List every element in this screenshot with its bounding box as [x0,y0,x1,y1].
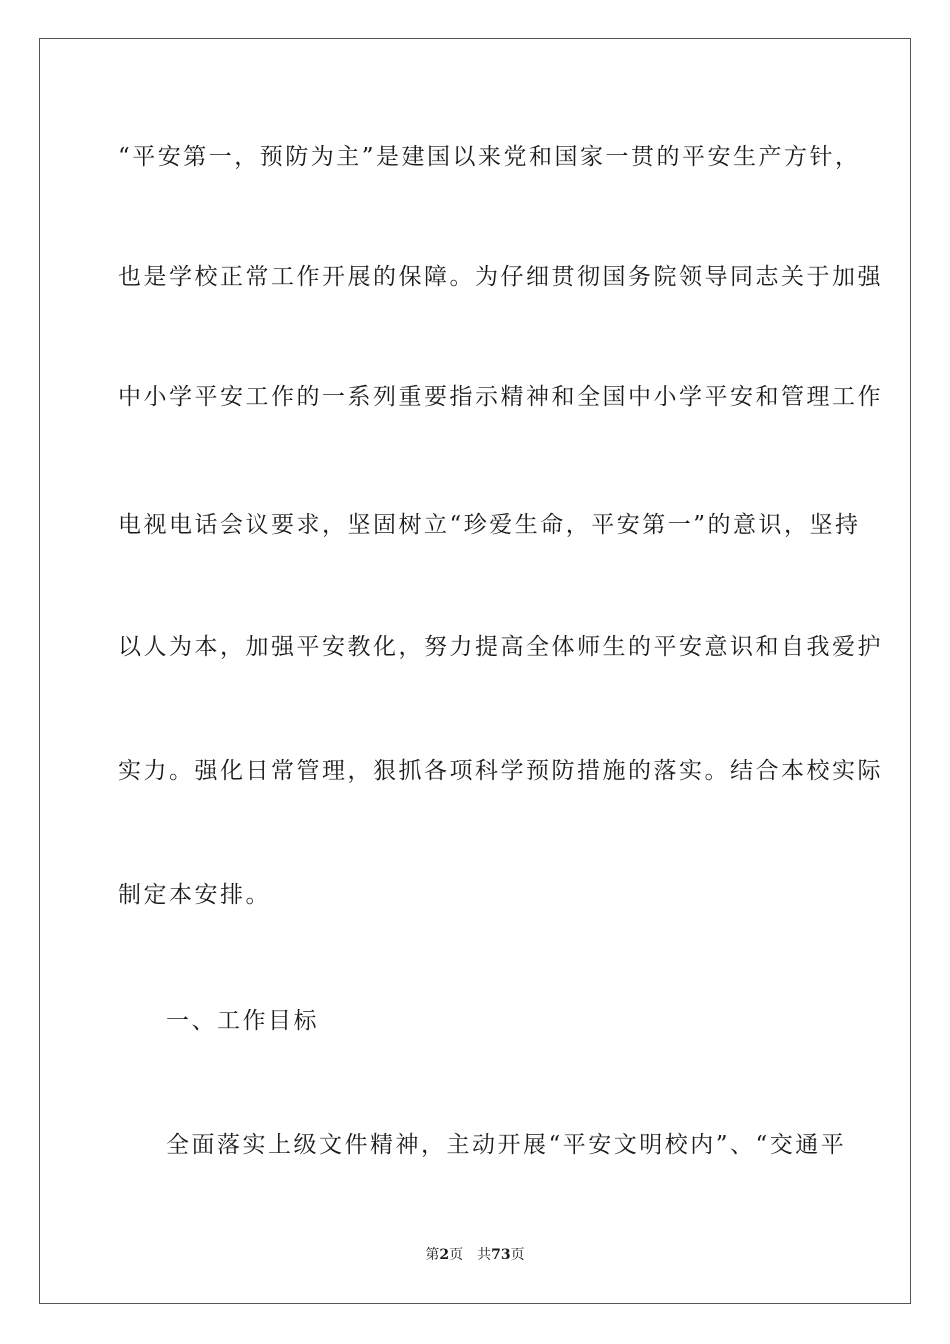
page-frame [39,38,911,1304]
paragraph-line: 以人为本，加强平安教化，努力提高全体师生的平安意识和自我爱护 [118,634,883,660]
paragraph-line: 制定本安排。 [118,882,271,908]
paragraph-line: 中小学平安工作的一系列重要指示精神和全国中小学平安和管理工作 [118,384,883,410]
footer-page-prefix: 第 [425,1247,440,1263]
paragraph-line: “平安第一，预防为主”是建国以来党和国家一贯的平安生产方针， [118,144,861,170]
paragraph-line: 也是学校正常工作开展的保障。为仔细贯彻国务院领导同志关于加强 [118,264,883,290]
section-first-line: 全面落实上级文件精神，主动开展“平安文明校内”、“交通平 [166,1132,847,1158]
paragraph-line: 实力。强化日常管理，狠抓各项科学预防措施的落实。结合本校实际 [118,758,883,784]
footer-page-suffix: 页 [449,1247,464,1263]
page-footer [0,1246,950,1264]
section-heading: 一、工作目标 [166,1008,319,1034]
paragraph-line: 电视电话会议要求，坚固树立“珍爱生命，平安第一”的意识，坚持 [118,512,861,538]
footer-total-prefix: 共 [477,1247,492,1263]
footer-total-suffix: 页 [510,1247,525,1263]
footer-page-number: 2 [439,1247,450,1263]
footer-total-pages: 73 [491,1247,511,1263]
